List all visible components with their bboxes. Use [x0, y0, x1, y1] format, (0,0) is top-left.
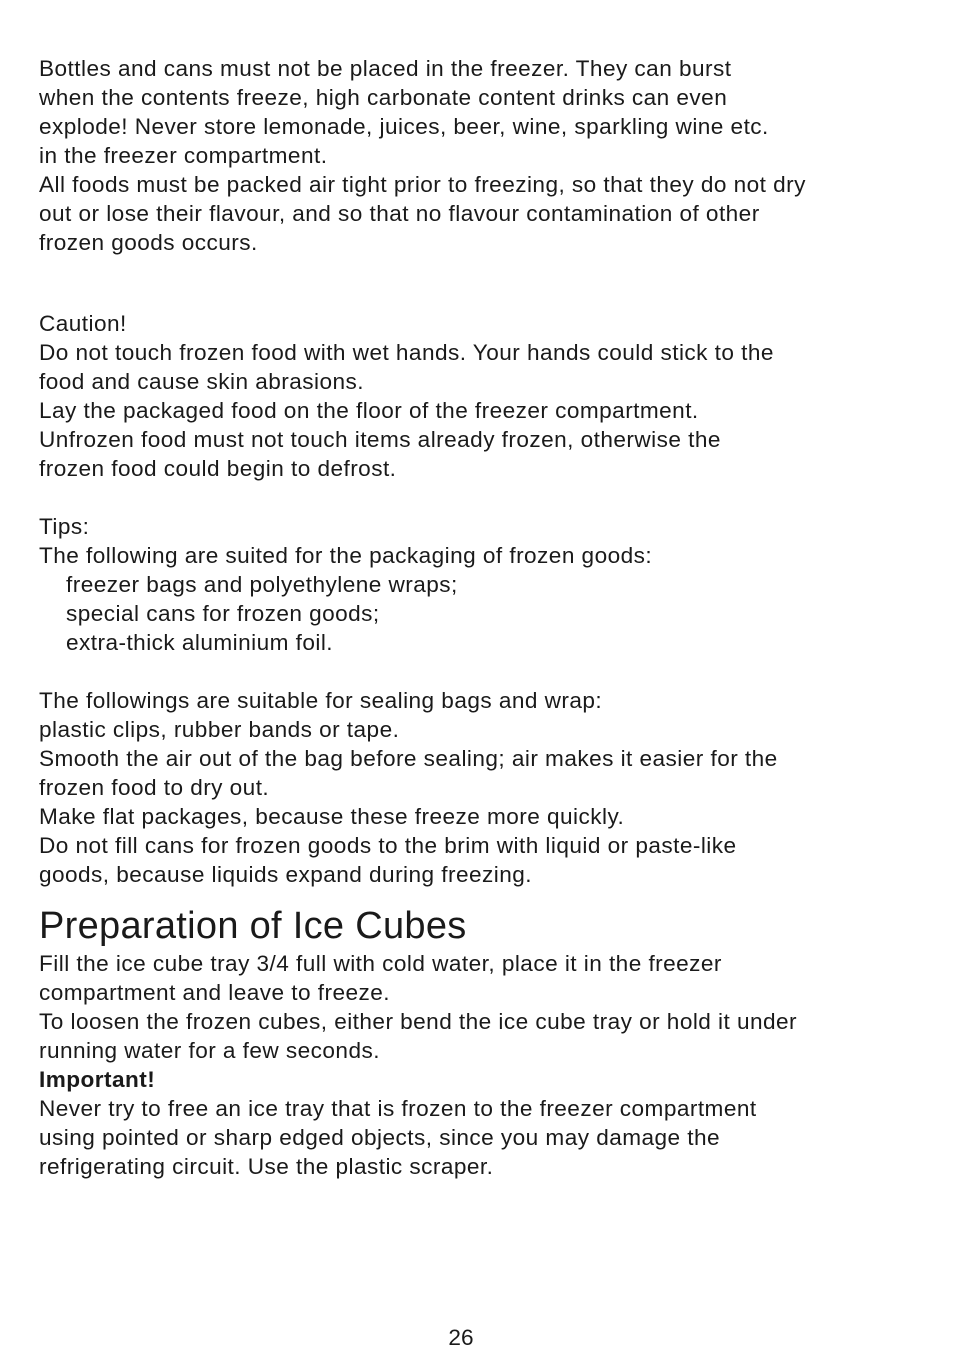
text-line: To loosen the frozen cubes, either bend the ice cube tray or hold it under	[39, 1009, 798, 1034]
text-line: when the contents freeze, high carbonate content drinks can even	[39, 85, 728, 110]
text-line: Lay the packaged food on the floor of the freezer compartment.	[39, 398, 699, 423]
text-line: refrigerating circuit. Use the plastic scraper.	[39, 1154, 494, 1179]
text-line: Do not touch frozen food with wet hands. Your hands could stick to the	[39, 340, 774, 365]
text-line: explode! Never store lemonade, juices, beer, wine, sparkling wine etc.	[39, 114, 769, 139]
text-line: Do not fill cans for frozen goods to the brim with liquid or paste-like	[39, 833, 737, 858]
text-line: running water for a few seconds.	[39, 1038, 380, 1063]
text-line: Unfrozen food must not touch items already frozen, otherwise the	[39, 427, 721, 452]
text-line: food and cause skin abrasions.	[39, 369, 364, 394]
text-line: plastic clips, rubber bands or tape.	[39, 717, 400, 742]
text-line: frozen food could begin to defrost.	[39, 456, 397, 481]
list-item: freezer bags and polyethylene wraps;	[66, 572, 458, 597]
caution-title: Caution!	[39, 311, 127, 336]
text-line: Fill the ice cube tray 3/4 full with cold water, place it in the freezer	[39, 951, 722, 976]
text-line: using pointed or sharp edged objects, since you may damage the	[39, 1125, 721, 1150]
text-line: Bottles and cans must not be placed in the freezer. They can burst	[39, 56, 732, 81]
important-label: Important!	[39, 1067, 156, 1092]
spacer	[39, 483, 929, 512]
tips-section	[39, 512, 929, 889]
text-line: frozen food to dry out.	[39, 775, 270, 800]
list-item: special cans for frozen goods;	[66, 601, 380, 626]
section-heading: Preparation of Ice Cubes	[39, 905, 467, 947]
tips-title: Tips:	[39, 514, 90, 539]
caution-section	[39, 309, 929, 483]
text-line: out or lose their flavour, and so that no flavour contamination of other	[39, 201, 760, 226]
text-line: The followings are suitable for sealing bags and wrap:	[39, 688, 603, 713]
text-line: Smooth the air out of the bag before sealing; air makes it easier for the	[39, 746, 778, 771]
spacer	[39, 257, 929, 309]
tips-intro: The following are suited for the packaging of frozen goods:	[39, 543, 653, 568]
spacer	[39, 889, 929, 899]
text-line: compartment and leave to freeze.	[39, 980, 390, 1005]
spacer	[39, 657, 929, 686]
ice-cubes-section	[39, 903, 929, 1181]
text-line: goods, because liquids expand during freezing.	[39, 862, 532, 887]
list-item: extra-thick aluminium foil.	[66, 630, 334, 655]
text-line: Make flat packages, because these freeze more quickly.	[39, 804, 625, 829]
text-line: in the freezer compartment.	[39, 143, 328, 168]
storage-paragraph	[39, 54, 929, 257]
manual-page-body	[39, 54, 929, 1181]
text-line: All foods must be packed air tight prior to freezing, so that they do not dry	[39, 172, 806, 197]
page-number: 26	[448, 1325, 474, 1350]
text-line: frozen goods occurs.	[39, 230, 258, 255]
text-line: Never try to free an ice tray that is frozen to the freezer compartment	[39, 1096, 757, 1121]
